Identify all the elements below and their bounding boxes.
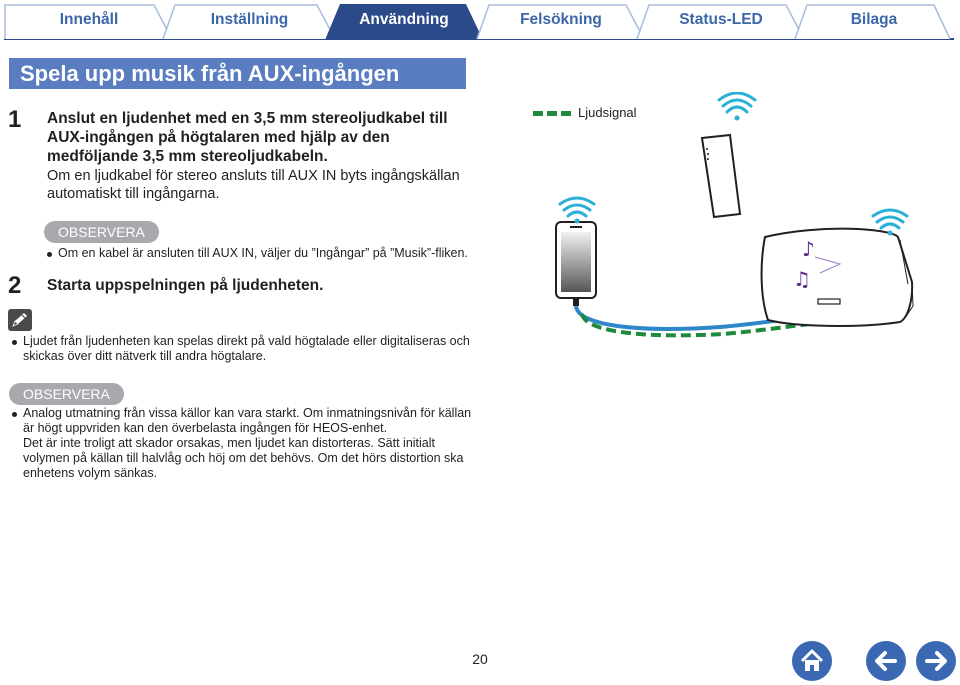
tab-label: Inställning — [210, 11, 289, 28]
bullet-dot — [12, 412, 17, 417]
step-1-instruction-line-3: medföljande 3,5 mm stereoljudkabeln. — [47, 148, 328, 165]
tab-label: Användning — [359, 11, 449, 28]
tab-label: Innehåll — [59, 11, 119, 28]
signal-legend-label: Ljudsignal — [578, 105, 637, 120]
svg-text:♫: ♫ — [793, 267, 811, 291]
step-1-number: 1 — [8, 106, 22, 133]
note-2-text-line-1: Analog utmatning från vissa källor kan vara starkt. Om inmatningsnivån för källan — [23, 406, 472, 420]
tab-label: Status-LED — [679, 11, 763, 28]
bullet-dot — [47, 252, 52, 257]
note-1-bullet-text: Om en kabel är ansluten till AUX IN, väljer du ”Ingångar” på ”Musik”-fliken. — [58, 246, 468, 260]
tab-anvandning[interactable] — [324, 2, 484, 40]
step-2-instruction: Starta uppspelningen på ljudenheten. — [47, 277, 324, 294]
note-2-text-line-2: är högt uppvriden kan den överbelasta ingången för HEOS-enhet. — [23, 421, 388, 435]
tab-status-led[interactable] — [636, 2, 806, 40]
speaker-icon — [762, 229, 913, 326]
tab-bilaga[interactable] — [794, 2, 954, 40]
tab-innehall[interactable] — [4, 2, 174, 40]
smartphone-icon — [556, 222, 596, 306]
step-2-number: 2 — [8, 272, 22, 299]
tab-felsokning[interactable] — [476, 2, 646, 40]
step-1-description-line-2: automatiskt till ingångarna. — [47, 186, 220, 202]
tip-text-line-2: skickas över ditt nätverk till andra högtalare. — [23, 349, 267, 363]
section-heading-bar — [9, 58, 466, 89]
tab-label: Felsökning — [520, 11, 602, 28]
home-icon — [792, 641, 832, 681]
step-1-instruction-line-2: AUX-ingången på högtalaren med hjälp av den — [47, 129, 390, 146]
back-button[interactable] — [866, 641, 906, 681]
wifi-icon — [719, 93, 755, 121]
page-title: Spela upp musik från AUX-ingången — [20, 61, 400, 86]
router-icon — [702, 135, 740, 217]
note-2-text-line-4: volymen på källan till halvlåg och höj om det behövs. Om det hörs distortion ska — [23, 451, 464, 465]
bullet-dot — [12, 340, 17, 345]
tab-label: Bilaga — [850, 11, 898, 28]
signal-legend-swatch — [533, 111, 571, 116]
svg-text:♪: ♪ — [802, 237, 815, 261]
note-label: OBSERVERA — [44, 221, 159, 243]
tab-installning[interactable] — [162, 2, 337, 40]
wifi-icon — [560, 198, 594, 224]
note-2-text-line-5: enhetens volym sänkas. — [23, 466, 158, 480]
note-label: OBSERVERA — [9, 383, 124, 405]
tab-bar — [4, 2, 954, 40]
back-arrow-icon — [866, 641, 906, 681]
home-button[interactable] — [792, 641, 832, 681]
page-number: 20 — [472, 651, 488, 667]
forward-button[interactable] — [916, 641, 956, 681]
pencil-icon — [8, 309, 32, 331]
forward-arrow-icon — [916, 641, 956, 681]
tip-text-line-1: Ljudet från ljudenheten kan spelas direkt på vald högtalade eller digitaliseras och — [23, 334, 470, 348]
step-1-description-line-1: Om en ljudkabel för stereo ansluts till AUX IN byts ingångskällan — [47, 168, 460, 184]
note-2-text-line-3: Det är inte troligt att skador orsakas, men ljudet kan distorteras. Sätt initialt — [23, 436, 435, 450]
step-1-instruction-line-1: Anslut en ljudenhet med en 3,5 mm stereoljudkabel till — [47, 110, 448, 127]
connection-illustration — [520, 92, 940, 342]
